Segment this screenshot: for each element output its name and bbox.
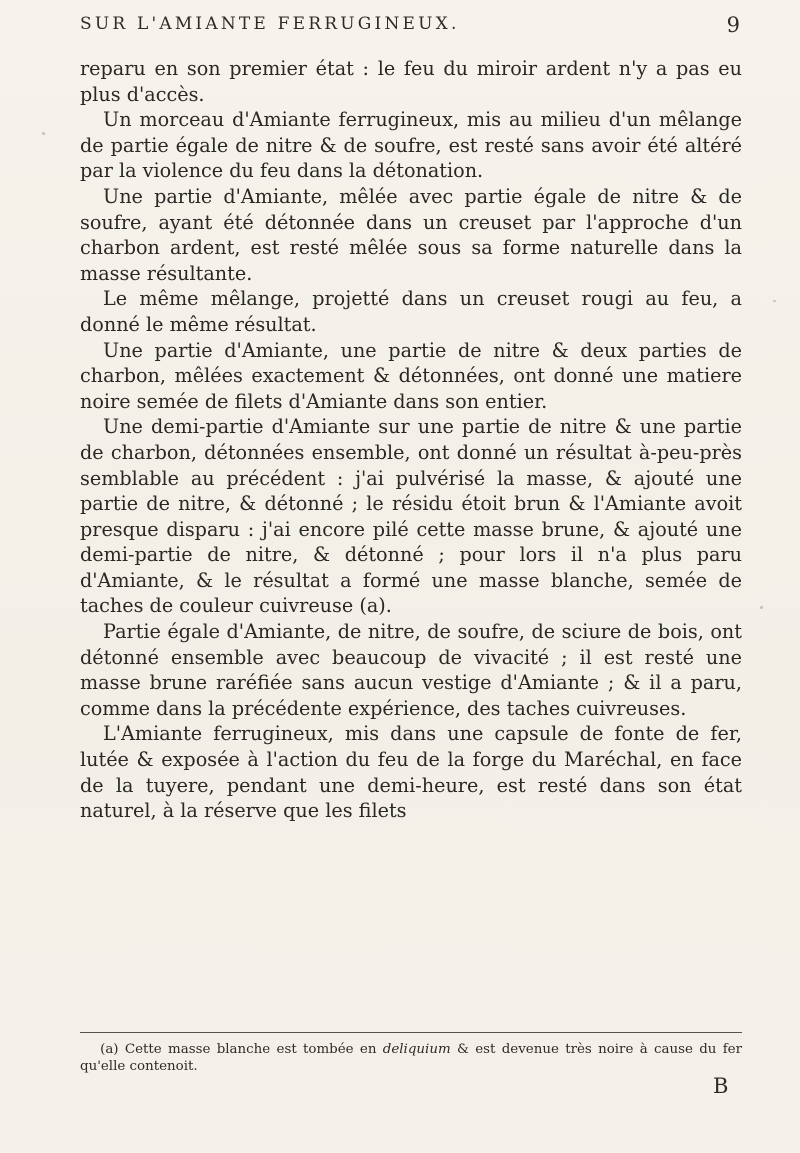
footnote-italic-word: deliquium — [382, 1042, 451, 1057]
footnote-text-after: & est devenue très noire à cause du fer qu'elle contenoit. — [80, 1042, 743, 1074]
footnote-marker: (a) — [100, 1042, 119, 1057]
running-title: SUR L'AMIANTE FERRUGINEUX. — [80, 14, 460, 34]
signature-mark: B — [713, 1074, 729, 1098]
paragraph: Une partie d'Amiante, mêlée avec partie égale de nitre & de soufre, ayant été détonnée dans un creuset par l'approche d'un charbon ardent, est resté mêlée sous sa forme naturelle dans la masse résultante. — [80, 184, 742, 285]
paragraph: Le même mêlange, projetté dans un creuset rougi au feu, a donné le même résultat. — [80, 287, 742, 336]
paper-speck — [42, 132, 45, 135]
paper-speck — [760, 606, 763, 609]
paragraph: Partie égale d'Amiante, de nitre, de soufre, de sciure de bois, ont détonné ensemble avec beaucoup de vivacité ; il est resté une masse brune raréfiée sans aucun vestige d'Amiante ; & il a paru, comme dans la précédente expérience, des taches cuivreuses. — [80, 620, 742, 720]
paragraph: L'Amiante ferrugineux, mis dans une capsule de fonte de fer, lutée & exposée à l'action du feu de la forge du Maréchal, en face de la tuyere, pendant une demi-heure, est resté dans son état naturel, à la réserve que les filets — [80, 722, 742, 823]
page-header — [80, 14, 740, 44]
paper-speck — [773, 300, 776, 302]
footnote — [80, 1041, 742, 1075]
footnote-text-before: Cette masse blanche est tombée en — [124, 1042, 377, 1057]
page-number: 9 — [726, 13, 740, 37]
footnote-rule — [80, 1032, 742, 1033]
paragraph: Une demi-partie d'Amiante sur une partie de nitre & une partie de charbon, détonnées ensemble, ont donné un résultat à-peu-près semblable au précédent : j'ai pulvérisé la masse, & ajouté une partie de nitre, & détonné ; le résidu étoit brun & l'Amiante avoit presque disparu : j'ai encore pilé cette masse brune, & ajouté une demi-partie de nitre, & détonné ; pour lors il n'a plus paru d'Amiante, & le résultat a formé une masse blanche, semée de taches de couleur cuivreuse (a). — [80, 415, 742, 618]
paragraph: Une partie d'Amiante, une partie de nitre & deux parties de charbon, mêlées exactement & détonnées, ont donné une matiere noire semée de filets d'Amiante dans son entier. — [80, 338, 742, 413]
body-text — [80, 56, 742, 824]
paragraph: Un morceau d'Amiante ferrugineux, mis au milieu d'un mêlange de partie égale de nitre & de soufre, est resté sans avoir été altéré par la violence du feu dans la détonation. — [80, 108, 742, 183]
paragraph: reparu en son premier état : le feu du miroir ardent n'y a pas eu plus d'accès. — [80, 57, 742, 106]
